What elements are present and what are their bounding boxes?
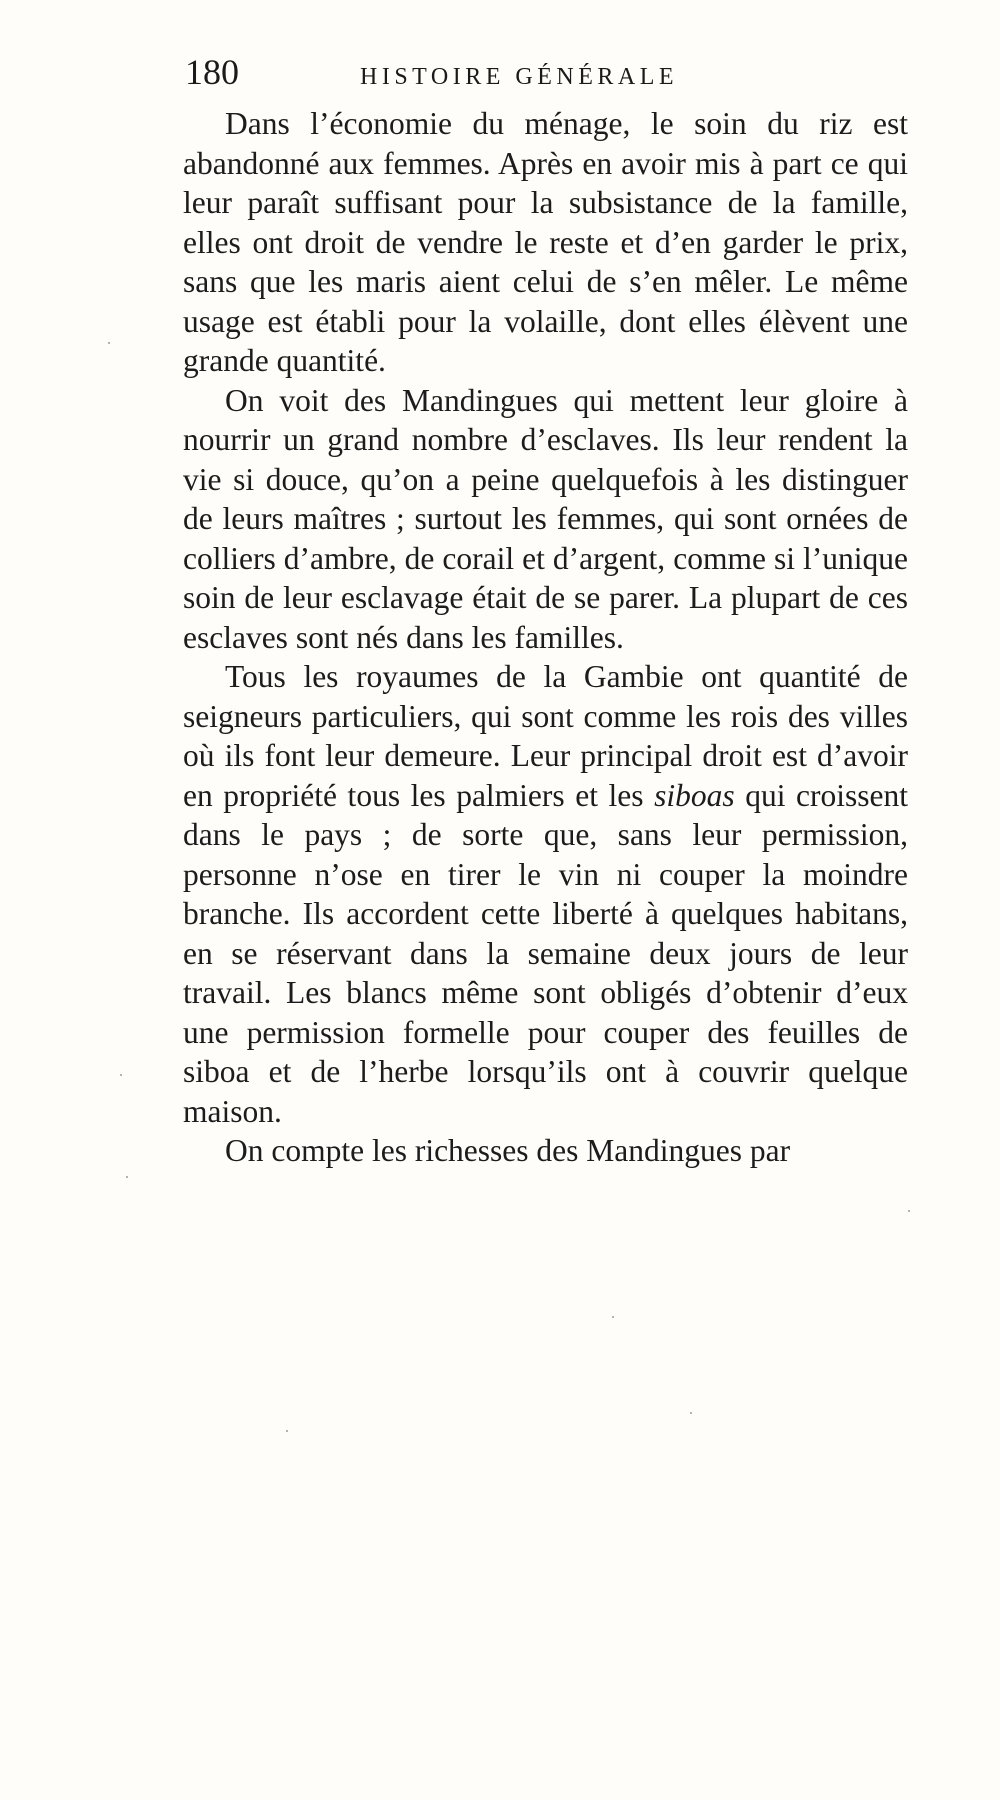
paragraph-lords <box>183 657 908 1131</box>
paragraph-riches: On compte les richesses des Mandingues par <box>225 1133 791 1168</box>
scan-speck <box>120 1074 122 1076</box>
paragraph-slaves: On voit des Mandingues qui mettent leur gloire à nourrir un grand nombre d’esclaves. Ils leur rendent la vie si douce, qu’on a peine quelquefois à les distinguer de leurs maîtres ; surtout les femmes, qui sont ornées de colliers d’ambre, de corail et d’argent, comme si l’unique soin de leur esclavage était de se parer. La plupart de ces esclaves sont nés dans les familles. <box>183 382 908 655</box>
scan-speck <box>108 342 110 344</box>
paragraph-lords-part-2: qui croissent dans le pays ; de sorte que, sans leur permission, personne n’ose en tirer le vin ni couper la moindre branche. Ils accordent cette liberté à quelques habitans, en se réservant dans la semaine deux jours de leur travail. Les blancs même sont obligés d’obtenir d’eux une permission formelle pour couper des feuilles de siboa et de l’herbe lorsqu’ils ont à couvrir quelque maison. <box>183 777 908 1129</box>
body-text <box>183 104 908 1171</box>
siboas-emphasis: siboas <box>654 777 735 813</box>
scan-speck <box>286 1430 288 1432</box>
running-head <box>185 52 745 102</box>
paragraph-rice: Dans l’économie du ménage, le soin du riz est abandonné aux femmes. Après en avoir mis à part ce qui leur paraît suffisant pour la subsistance de la famille, elles ont droit de vendre le reste et d’en garder le prix, sans que les maris aient celui de s’en mêler. Le même usage est établi pour la volaille, dont elles élèvent une grande quantité. <box>183 106 908 378</box>
scan-speck <box>690 1412 692 1414</box>
running-title: HISTOIRE GÉNÉRALE <box>360 64 679 90</box>
page-number: 180 <box>185 52 239 92</box>
scan-speck <box>612 1316 614 1318</box>
scan-speck <box>908 1210 910 1212</box>
scan-speck <box>126 1176 128 1178</box>
paragraph-lords-part-1: Tous les royaumes de la Gambie ont quantité de seigneurs particuliers, qui sont comme les rois des villes où ils font leur demeure. Leur principal droit est d’avoir en propriété tous les palmiers et les <box>183 659 908 813</box>
